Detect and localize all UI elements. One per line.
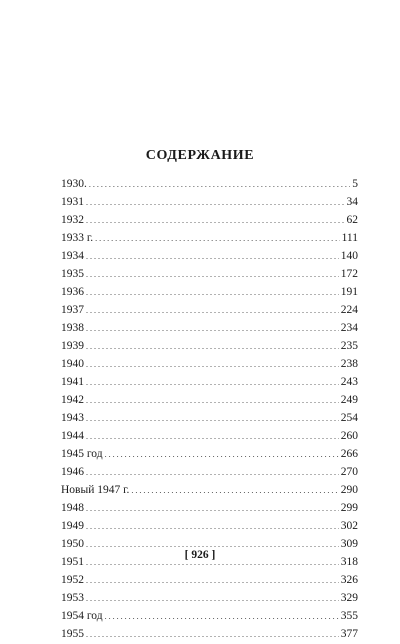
toc-entry[interactable] xyxy=(61,229,358,247)
toc-entry[interactable] xyxy=(61,427,358,445)
toc-entry-page: 299 xyxy=(340,502,358,514)
toc-entry-page: 234 xyxy=(340,322,358,334)
dot-leader xyxy=(86,338,339,356)
toc-entry[interactable] xyxy=(61,373,358,391)
toc-entry[interactable] xyxy=(61,625,358,643)
toc-entry[interactable] xyxy=(61,283,358,301)
table-of-contents xyxy=(61,175,358,643)
toc-entry[interactable] xyxy=(61,301,358,319)
toc-entry-page: 111 xyxy=(341,232,358,244)
toc-entry[interactable] xyxy=(61,589,358,607)
toc-entry-label: 1944 xyxy=(61,430,84,442)
dot-leader xyxy=(86,572,339,590)
dot-leader xyxy=(86,266,339,284)
toc-entry-label: 1940 xyxy=(61,358,84,370)
dot-leader xyxy=(86,626,339,644)
toc-entry-page: 355 xyxy=(340,610,358,622)
toc-entry-page: 254 xyxy=(340,412,358,424)
toc-entry[interactable] xyxy=(61,391,358,409)
toc-entry[interactable] xyxy=(61,481,358,499)
toc-entry-page: 329 xyxy=(340,592,358,604)
toc-entry-label: 1936 xyxy=(61,286,84,298)
dot-leader xyxy=(86,194,345,212)
toc-entry-page: 172 xyxy=(340,268,358,280)
toc-entry-label: 1933 г. xyxy=(61,232,94,244)
toc-entry-page: 5 xyxy=(352,178,358,190)
dot-leader xyxy=(105,608,339,626)
toc-entry-label: 1939 xyxy=(61,340,84,352)
toc-entry[interactable] xyxy=(61,517,358,535)
toc-entry-page: 270 xyxy=(340,466,358,478)
toc-entry[interactable] xyxy=(61,355,358,373)
toc-entry-label: 1953 xyxy=(61,592,84,604)
dot-leader xyxy=(86,590,339,608)
toc-entry-label: 1952 xyxy=(61,574,84,586)
toc-entry-page: 235 xyxy=(340,340,358,352)
toc-entry-label: Новый 1947 г. xyxy=(61,484,130,496)
toc-entry[interactable] xyxy=(61,337,358,355)
toc-entry-page: 238 xyxy=(340,358,358,370)
dot-leader xyxy=(89,176,350,194)
toc-entry-label: 1948 xyxy=(61,502,84,514)
dot-leader xyxy=(86,392,339,410)
toc-entry-label: 1955 xyxy=(61,628,84,640)
toc-entry[interactable] xyxy=(61,499,358,517)
toc-entry[interactable] xyxy=(61,247,358,265)
toc-entry[interactable] xyxy=(61,193,358,211)
dot-leader xyxy=(86,284,339,302)
dot-leader xyxy=(86,356,339,374)
dot-leader xyxy=(105,446,339,464)
toc-entry-page: 318 xyxy=(340,556,358,568)
toc-entry-label: 1946 xyxy=(61,466,84,478)
toc-entry[interactable] xyxy=(61,175,358,193)
toc-entry[interactable] xyxy=(61,319,358,337)
toc-entry-label: 1942 xyxy=(61,394,84,406)
dot-leader xyxy=(86,302,339,320)
dot-leader xyxy=(86,248,339,266)
toc-entry-label: 1932 xyxy=(61,214,84,226)
toc-entry-page: 266 xyxy=(340,448,358,460)
dot-leader xyxy=(86,518,339,536)
toc-entry-page: 377 xyxy=(340,628,358,640)
toc-entry-label: 1954 год xyxy=(61,610,103,622)
dot-leader xyxy=(86,410,339,428)
toc-entry[interactable] xyxy=(61,607,358,625)
toc-heading: СОДЕРЖАНИЕ xyxy=(145,148,255,163)
toc-entry-label: 1941 xyxy=(61,376,84,388)
toc-entry-page: 34 xyxy=(346,196,358,208)
toc-entry-label: 1949 xyxy=(61,520,84,532)
dot-leader xyxy=(86,320,339,338)
toc-entry[interactable] xyxy=(61,211,358,229)
toc-entry[interactable] xyxy=(61,445,358,463)
toc-entry-label: 1934 xyxy=(61,250,84,262)
dot-leader xyxy=(86,428,339,446)
toc-entry-page: 302 xyxy=(340,520,358,532)
dot-leader xyxy=(95,230,339,248)
toc-entry[interactable] xyxy=(61,409,358,427)
toc-entry-label: 1935 xyxy=(61,268,84,280)
toc-entry-page: 224 xyxy=(340,304,358,316)
toc-entry-page: 260 xyxy=(340,430,358,442)
toc-entry-page: 243 xyxy=(340,376,358,388)
toc-entry-label: 1951 xyxy=(61,556,84,568)
toc-entry-label: 1943 xyxy=(61,412,84,424)
toc-entry-label: 1945 год xyxy=(61,448,103,460)
page-number: [ 926 ] xyxy=(184,549,216,561)
toc-entry-label: 1950 xyxy=(61,538,84,550)
dot-leader xyxy=(86,464,339,482)
toc-entry-label: 1938 xyxy=(61,322,84,334)
toc-entry-page: 326 xyxy=(340,574,358,586)
toc-entry[interactable] xyxy=(61,265,358,283)
dot-leader xyxy=(86,500,339,518)
toc-entry-page: 140 xyxy=(340,250,358,262)
toc-entry-page: 62 xyxy=(346,214,358,226)
toc-entry-label: 1937 xyxy=(61,304,84,316)
toc-entry-page: 309 xyxy=(340,538,358,550)
toc-entry-page: 249 xyxy=(340,394,358,406)
toc-entry[interactable] xyxy=(61,571,358,589)
toc-entry-label: 1931 xyxy=(61,196,84,208)
dot-leader xyxy=(131,482,338,500)
toc-entry-label: 1930. xyxy=(61,178,87,190)
toc-entry[interactable] xyxy=(61,463,358,481)
dot-leader xyxy=(86,212,345,230)
dot-leader xyxy=(86,374,339,392)
toc-entry-page: 191 xyxy=(340,286,358,298)
toc-entry-page: 290 xyxy=(340,484,358,496)
